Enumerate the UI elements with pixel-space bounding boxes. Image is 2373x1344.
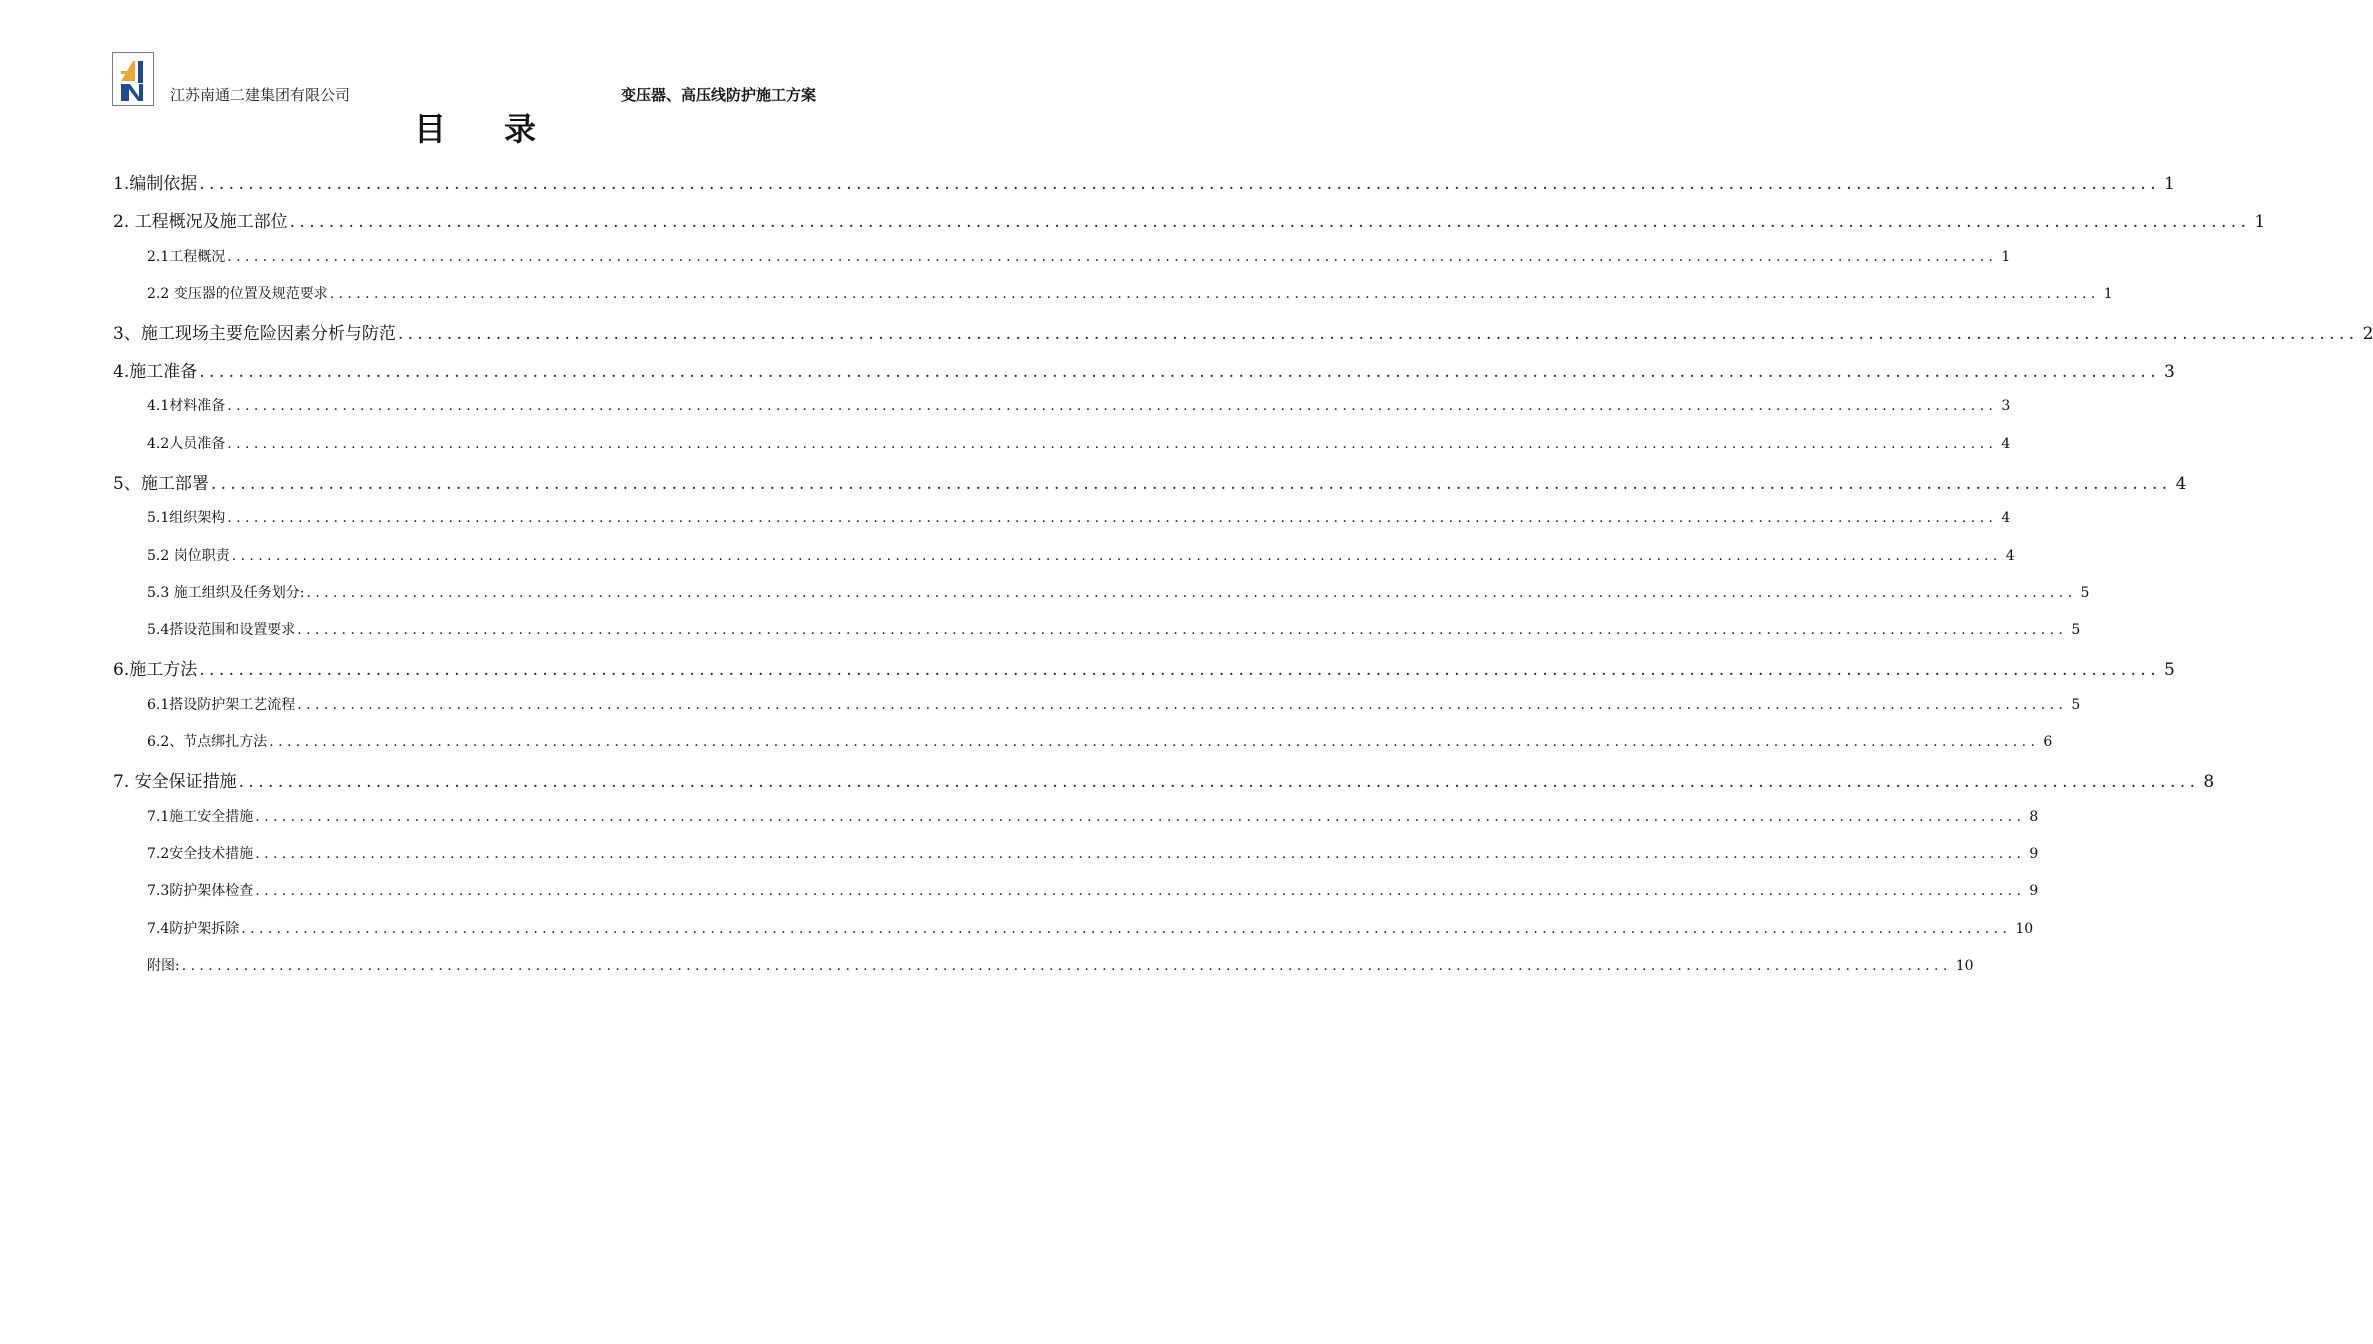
toc-entry-page-number: 6 [2043,734,2053,750]
toc-entry-label: 1.编制依据 [113,174,198,194]
toc-entry-label: 6.施工方法 [113,660,198,680]
toc-heading: 目录 [413,110,594,148]
toc-entry[interactable] [147,806,2039,830]
toc-entry-page-number: 1 [2001,249,2011,265]
toc-entry[interactable] [113,655,2175,680]
toc-entry-page-number: 3 [2001,398,2011,414]
toc-entry-label: 3、施工现场主要危险因素分析与防范 [113,324,396,344]
toc-entry[interactable] [147,694,2081,718]
toc-entry-page-number: 1 [2103,286,2113,302]
toc-entry[interactable] [147,619,2081,643]
toc-dot-leader: ........................................................................................................................................................................................................ [227,249,1998,265]
toc-dot-leader: ........................................................................................................................................................................................................ [297,697,2068,713]
page-header [112,52,832,108]
toc-entry-label: 4.2人员准备 [147,436,226,452]
toc-dot-leader: ........................................................................................................................................................................................................ [238,772,2200,792]
toc-entry[interactable] [147,880,2039,904]
toc-dot-leader: ........................................................................................................................................................................................................ [241,921,2012,937]
toc-entry-page-number: 9 [2029,846,2039,862]
toc-dot-leader: ........................................................................................................................................................................................................ [306,585,2077,601]
toc-entry-label: 7.2安全技术措施 [147,846,254,862]
toc-entry[interactable] [113,207,2266,232]
toc-dot-leader: ........................................................................................................................................................................................................ [255,883,2026,899]
toc-dot-leader: ........................................................................................................................................................................................................ [255,809,2026,825]
toc-entry[interactable] [147,507,2011,531]
toc-entry-label: 6.2、节点绑扎方法 [147,734,268,750]
toc-entry-page-number: 10 [2015,921,2034,937]
toc-entry-label: 附图: [147,958,180,974]
toc-entry-label: 5.1组织架构 [147,510,226,526]
toc-entry-label: 7. 安全保证措施 [113,772,237,792]
toc-entry-page-number: 4 [2001,510,2011,526]
toc-entry-label: 6.1搭设防护架工艺流程 [147,697,296,713]
toc-entry-page-number: 8 [2029,809,2039,825]
toc-entry-label: 2.2 变压器的位置及规范要求 [147,286,328,302]
toc-entry-page-number: 2 [2362,324,2373,344]
company-logo-icon [112,52,154,106]
toc-entry-page-number: 4 [2175,474,2187,494]
toc-entry-page-number: 4 [2005,548,2015,564]
toc-dot-leader: ........................................................................................................................................................................................................ [210,474,2172,494]
toc-entry[interactable] [147,843,2039,867]
toc-entry[interactable] [147,246,2011,270]
toc-entry-page-number: 10 [1955,958,1974,974]
toc-entry-label: 4.1材料准备 [147,398,226,414]
toc-dot-leader: ........................................................................................................................................................................................................ [227,510,1998,526]
toc-entry[interactable] [113,767,2215,792]
toc-entry[interactable] [147,283,2113,307]
document-title: 变压器、高压线防护施工方案 [620,86,816,104]
toc-dot-leader: ........................................................................................................................................................................................................ [297,622,2068,638]
toc-dot-leader: ........................................................................................................................................................................................................ [199,660,2160,680]
toc-dot-leader: ........................................................................................................................................................................................................ [231,548,2002,564]
toc-entry[interactable] [147,545,2015,569]
toc-entry-label: 7.3防护架体检查 [147,883,254,899]
toc-entry-label: 7.1施工安全措施 [147,809,254,825]
toc-entry-label: 5.4搭设范围和设置要求 [147,622,296,638]
toc-entry-page-number: 5 [2164,660,2175,680]
toc-dot-leader: ........................................................................................................................................................................................................ [329,286,2100,302]
toc-entry[interactable] [147,433,2011,457]
toc-entry-page-number: 3 [2164,362,2175,382]
toc-entry[interactable] [113,169,2175,194]
toc-entry-label: 7.4防护架拆除 [147,921,240,937]
toc-entry[interactable] [147,918,2034,942]
toc-entry-label: 4.施工准备 [113,362,198,382]
toc-dot-leader: ........................................................................................................................................................................................................ [227,436,1998,452]
company-name: 江苏南通二建集团有限公司 [170,86,351,104]
toc-entry[interactable] [113,357,2175,382]
toc-dot-leader: ........................................................................................................................................................................................................ [255,846,2026,862]
toc-entry-label: 5、施工部署 [113,474,209,494]
toc-dot-leader: ........................................................................................................................................................................................................ [269,734,2040,750]
toc-entry-label: 2.1工程概况 [147,249,226,265]
toc-entry-page-number: 5 [2071,622,2081,638]
toc-entry[interactable] [147,395,2011,419]
toc-entry-label: 5.2 岗位职责 [147,548,230,564]
toc-entry-page-number: 9 [2029,883,2039,899]
toc-dot-leader: ........................................................................................................................................................................................................ [199,174,2160,194]
toc-entry[interactable] [113,469,2187,494]
toc-dot-leader: ........................................................................................................................................................................................................ [181,958,1952,974]
toc-dot-leader: ........................................................................................................................................................................................................ [199,362,2160,382]
toc-entry-page-number: 1 [2164,174,2175,194]
toc-entry-page-number: 5 [2071,697,2081,713]
toc-dot-leader: ........................................................................................................................................................................................................ [227,398,1998,414]
toc-entry[interactable] [113,319,2373,344]
toc-entry[interactable] [147,955,1974,979]
toc-entry[interactable] [147,582,2090,606]
toc-entry-label: 2. 工程概况及施工部位 [113,212,288,232]
toc-entry[interactable] [147,731,2053,755]
toc-entry-page-number: 8 [2203,772,2215,792]
toc-dot-leader: ........................................................................................................................................................................................................ [397,324,2359,344]
toc-dot-leader: ........................................................................................................................................................................................................ [289,212,2251,232]
toc-entry-label: 5.3 施工组织及任务划分: [147,585,305,601]
toc-entry-page-number: 1 [2254,212,2266,232]
toc-entry-page-number: 5 [2080,585,2090,601]
toc-entry-page-number: 4 [2001,436,2011,452]
